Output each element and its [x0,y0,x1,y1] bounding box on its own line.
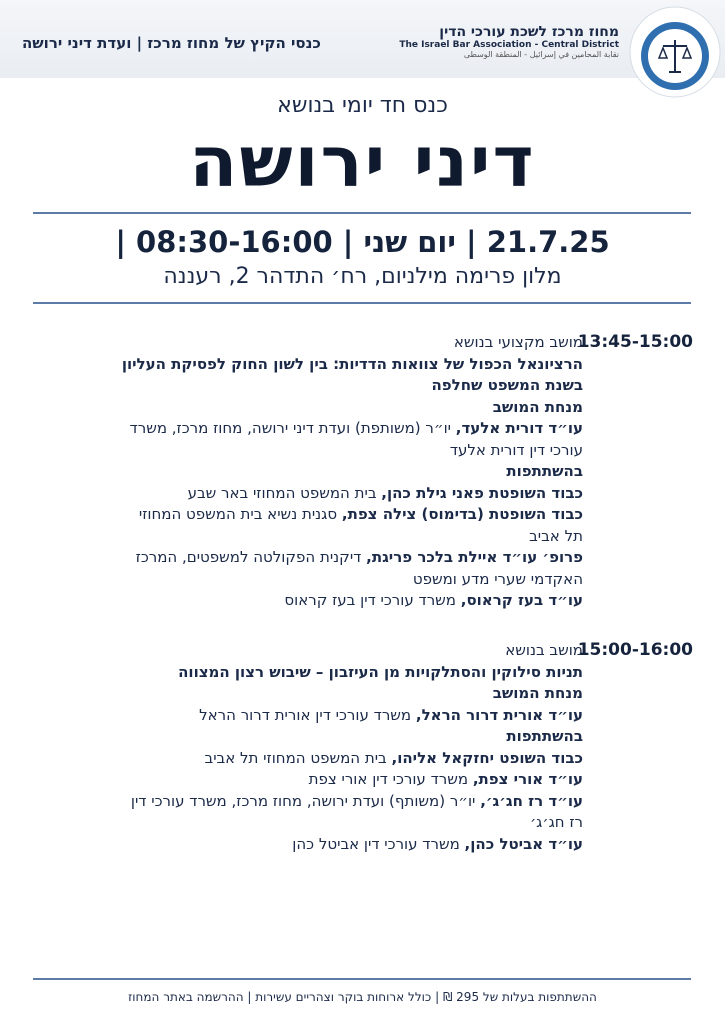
chair-line [38,705,583,727]
org-name-block [399,24,619,60]
participant-line [38,769,583,791]
participant-line [38,504,583,526]
chair-description: יו״ר (משותפת) ועדת דיני ירושה, מחוז מרכז, משרד [129,419,456,437]
participant-name: פרופ׳ עו״ד איילת בלכר פריגת, [366,548,583,566]
session-topic: הרציונאל הכפול של צוואות הדדיות: בין לשון החוק לפסיקת העליון [121,354,583,373]
event-series-title: כנסי הקיץ של מחוז מרכז | ועדת דיני ירושה [22,34,321,52]
session-type: מושב מקצועי בנושא [453,333,583,351]
participant-description-continued: האקדמי שערי מדע ומשפט [412,569,583,588]
session-topic-continued: בשנת המשפט שחלפה [431,376,583,394]
participant-description: סגנית נשיא בית המשפט המחוזי [138,505,342,523]
org-name-hebrew: מחוז מרכז לשכת עורכי הדין [439,24,619,40]
conference-title: דיני ירושה [189,121,536,203]
participant-name: עו״ד רז חג׳ג׳, [480,791,583,810]
org-name-english: The Israel Bar Association - Central District [399,40,619,51]
chair-line [38,418,583,440]
participant-name: עו״ד אביטל כהן, [464,834,583,853]
session-topic: תניות סילוקין והסתלקויות מן העיזבון – שיבוש רצון המצווה [178,662,583,681]
participant-description: משרד עורכי דין אביטל כהן [292,834,465,853]
participant-description-continued: רז חג׳ג׳ [529,813,583,831]
divider-bottom [33,978,691,980]
conference-subtitle: כנס חד יומי בנושא [277,93,448,118]
session-time: 13:45-15:00 [577,332,693,352]
participant-description: בית המשפט המחוזי באר שבע [187,483,382,502]
chair-description-continued: עורכי דין דורית אלעד [449,440,583,459]
participant-line [38,547,583,569]
participant-name: כבוד השופטת פאני גילת כהן, [381,483,583,502]
session-time: 15:00-16:00 [577,640,693,660]
session-body [38,332,583,612]
bar-association-logo-icon [627,4,723,100]
chair-label: מנחת המושב [492,397,583,416]
divider-top [33,212,691,214]
participant-description: משרד עורכי דין בעז קראוס [284,591,461,609]
participants-label: בהשתתפות [506,727,583,745]
session-type: מושב בנושא [505,641,583,659]
participant-description: בית המשפט המחוזי תל אביב [204,748,392,767]
participant-line [38,483,583,505]
participant-line [38,748,583,770]
footer-info: ההשתתפות בעלות של 295 ₪ | כולל ארוחות בוקר וצהריים עשירות | ההרשמה באתר המחוז [128,990,597,1004]
header-bar [0,0,725,78]
divider-middle [33,302,691,304]
venue-line: מלון פרימה מילניום, רח׳ התדהר 2, רעננה [163,264,562,289]
participant-name: עו״ד בעז קראוס, [460,591,583,609]
participant-line [38,791,583,813]
participant-description: משרד עורכי דין אורי צפת [308,770,473,788]
participant-name: כבוד השופטת (בדימוס) צילה צפת, [341,505,583,523]
participant-description: דיקנית הפקולטה למשפטים, המרכז [135,548,367,566]
chair-name: עו״ד דורית אלעד, [455,419,583,437]
date-time-line: 21.7.25 | יום שני | 08:30-16:00 | [115,225,610,259]
participant-line [38,590,583,612]
chair-description: משרד עורכי דין אורית דרור הראל [199,705,416,724]
participant-name: עו״ד אורי צפת, [472,770,583,788]
org-name-arabic: نقابة المحامين في إسرائيل - المنطقة الوسطى [463,50,619,60]
chair-label: מנחת המושב [492,684,583,702]
participant-description-continued: תל אביב [529,526,583,545]
session-body [38,640,583,855]
chair-name: עו״ד אורית דרור הראל, [415,705,583,724]
participant-line [38,834,583,856]
participant-description: יו״ר (משותף) ועדת ירושה, מחוז מרכז, משרד עורכי דין [130,791,481,810]
participants-label: בהשתתפות [506,462,583,480]
participant-name: כבוד השופט יחזקאל אליהו, [391,748,583,767]
